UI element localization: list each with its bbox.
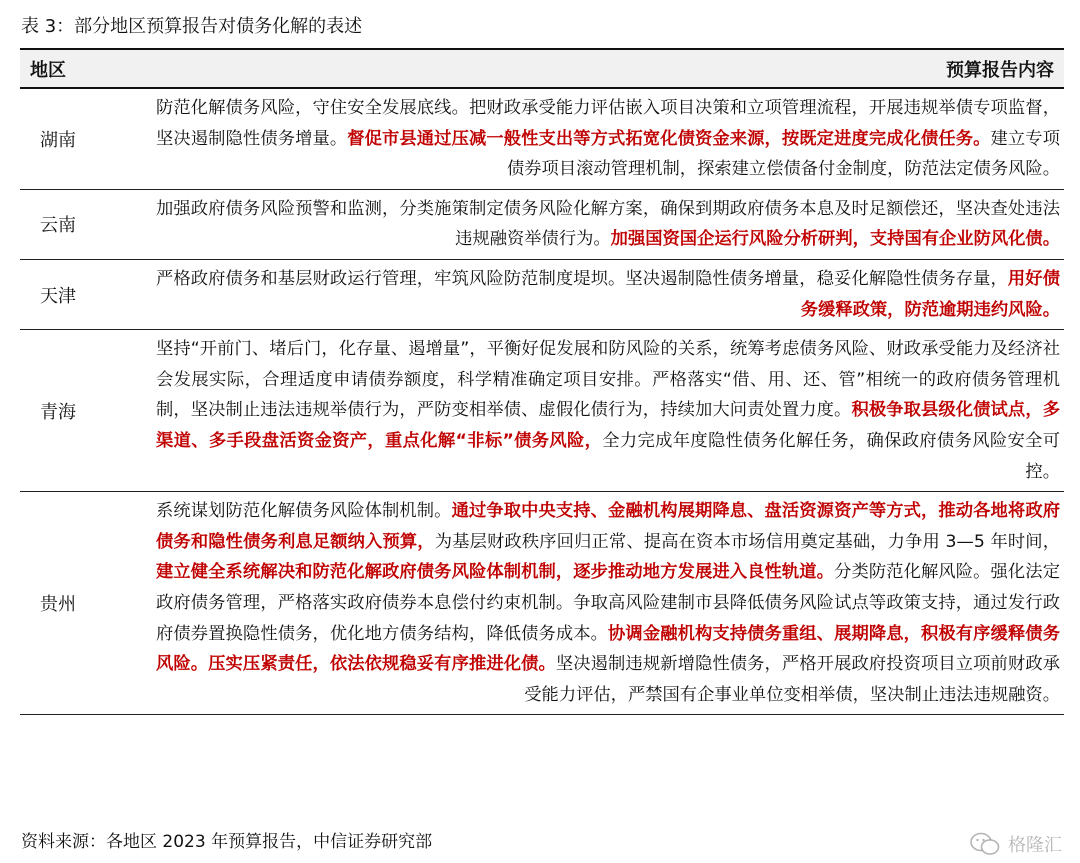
region-cell: 青海 [40, 401, 76, 423]
highlighted-text: 建立健全系统解决和防范化解政府债务风险体制机制，逐步推动地方发展进入良性轨道。 [156, 562, 835, 583]
content-text: 全力完成年度隐性债务化解任务，确保政府债务风险安全可控。 [602, 430, 1060, 482]
content-text: 坚决遏制违规新增隐性债务，严格开展政府投资项目立项前财政承受能力评估，严禁国有企事业单位变相举债，坚决制止违法违规融资。 [524, 654, 1060, 705]
content-cell [156, 189, 1064, 259]
source-note: 资料来源：各地区 2023 年预算报告，中信证券研究部 [21, 832, 433, 852]
region-cell: 贵州 [40, 594, 76, 616]
table-row [20, 259, 1064, 329]
content-text: 坚持“开前门、堵后门，化存量、遏增量”，平衡好促发展和防风险的关系，统筹考虑债务风险、财政承受能力及经济社会发展实际，合理适度申请债券额度，科学精准确定项目安排。严格落实“借、用、还、管”相统一的政府债务管理机制，坚决制止违法违规举债行为，严防变相举债、虚假化债行为，持续加大问责处置力度。 [156, 339, 1060, 421]
content-text: 为基层财政秩序回归正常、提高在资本市场信用奠定基础，力争用 3—5 年时间， [434, 531, 1060, 552]
highlighted-text: 督促市县通过压减一般性支出等方式拓宽化债资金来源，按既定进度完成化债任务。 [347, 128, 991, 149]
content-text: 防范化解债务风险，守住安全发展底线。把财政承受能力评估嵌入项目决策和立项管理流程，开展违规举债专项监督，坚决遏制隐性债务增量。 [156, 98, 1060, 149]
highlighted-text: 协调金融机构支持债务重组、展期降息，积极有序缓释债务风险。压实压紧责任，依法依规稳妥有序推进化债。 [156, 623, 1060, 675]
content-cell [156, 492, 1064, 715]
watermark-text: 格隆汇 [1008, 835, 1062, 856]
table-header-row [20, 49, 1064, 88]
watermark [970, 831, 1062, 857]
highlighted-text: 通过争取中央支持、金融机构展期降息、盘活资源资产等方式，推动各地将政府债务和隐性债务利息足额纳入预算， [156, 501, 1060, 552]
wechat-icon [970, 832, 1000, 856]
highlighted-text: 积极争取县级化债试点，多渠道、多手段盘活资金资产，重点化解“非标”债务风险， [156, 400, 1060, 451]
table-caption: 表 3：部分地区预算报告对债务化解的表述 [21, 16, 363, 37]
region-cell: 云南 [40, 215, 76, 237]
table-body [20, 88, 1064, 715]
region-cell: 湖南 [40, 129, 76, 151]
content-text: 系统谋划防范化解债务风险体制机制。 [156, 501, 452, 522]
region-cell: 天津 [40, 285, 76, 307]
content-cell [156, 88, 1064, 189]
table-row [20, 492, 1064, 715]
content-cell [156, 259, 1064, 329]
content-cell [156, 330, 1064, 492]
highlighted-text: 加强国资国企运行风险分析研判，支持国有企业防风化债。 [610, 229, 1060, 250]
table-row [20, 330, 1064, 492]
content-text: 建立专项债券项目滚动管理机制，探索建立偿债备付金制度，防范法定债务风险。 [506, 128, 1060, 180]
header-content: 预算报告内容 [946, 59, 1054, 81]
content-text: 分类防范化解风险。强化法定政府债务管理，严格落实政府债券本息偿付约束机制。争取高风险建制市县降低债务风险试点等政策支持，通过发行政府债券置换隐性债务，优化地方债务结构，降低债务成本。 [156, 562, 1060, 644]
content-text: 加强政府债务风险预警和监测，分类施策制定债务风险化解方案，确保到期政府债务本息及时足额偿还，坚决查处违法违规融资举债行为。 [156, 198, 1060, 250]
header-region: 地区 [30, 59, 66, 81]
budget-report-table [20, 48, 1064, 715]
table-row [20, 88, 1064, 189]
table-row [20, 189, 1064, 259]
content-text: 严格政府债务和基层财政运行管理，牢筑风险防范制度堤坝。坚决遏制隐性债务增量，稳妥化解隐性债务存量， [156, 268, 1008, 289]
highlighted-text: 用好债务缓释政策，防范逾期违约风险。 [800, 268, 1060, 320]
